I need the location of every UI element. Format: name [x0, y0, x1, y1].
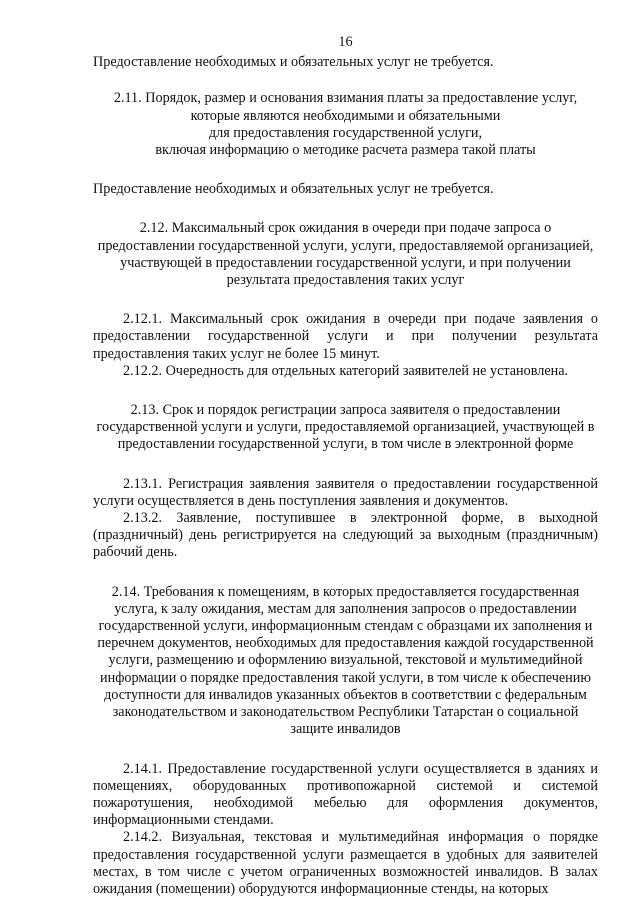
heading-line: включая информацию о методике расчета размера такой платы	[155, 142, 536, 159]
paragraph-2-12-2: 2.12.2. Очередность для отдельных категорий заявителей не установлена.	[123, 362, 569, 379]
heading-line: перечнем документов, необходимых для предоставления каждой государственной	[97, 635, 594, 652]
paragraph-services-not-required-1: Предоставление необходимых и обязательных услуг не требуется.	[93, 54, 494, 71]
heading-line: предоставлении государственной услуги, услуги, предоставляемой организацией,	[97, 237, 594, 254]
heading-line: которые являются необходимыми и обязательными	[190, 107, 501, 124]
heading-line: 2.13. Срок и порядок регистрации запроса заявителя о предоставлении	[130, 402, 561, 419]
paragraph-2-14-2: 2.14.2. Визуальная, текстовая и мультимедийная информация о порядке предоставления государственной услуги размещается в удобных для заявителей местах, в том числе с учетом ограниченных возможностей инвалидов. В залах ожидания (помещении) оборудуются информационные стенды, на которых	[93, 829, 598, 897]
heading-line: государственной услуги, информационным стендам с образцами их заполнения и	[98, 618, 593, 635]
heading-line: законодательством и законодательством Республики Татарстан о социальной	[112, 704, 579, 721]
heading-line: участвующей в предоставлении государственной услуги, и при получении	[120, 254, 571, 271]
heading-line: для предоставления государственной услуги,	[208, 124, 483, 141]
heading-line: предоставлении государственной услуги, в том числе в электронной форме	[117, 436, 574, 453]
heading-2-12	[93, 220, 598, 289]
paragraph-2-13-2: 2.13.2. Заявление, поступившее в электронной форме, в выходной (праздничный) день регистрируется на следующий за выходным (праздничным) рабочий день.	[93, 510, 598, 561]
heading-line: 2.11. Порядок, размер и основания взимания платы за предоставление услуг,	[113, 90, 578, 107]
heading-line: услуги, размещению и оформлению визуальной, текстовой и мультимедийной	[108, 652, 583, 669]
page-number: 16	[338, 34, 353, 50]
paragraph-2-12-1: 2.12.1. Максимальный срок ожидания в очереди при подаче заявления о предоставлении государственной услуги и при получении результата предоставления таких услуг не более 15 минут.	[93, 311, 598, 362]
heading-line: результата предоставления таких услуг	[226, 272, 465, 289]
heading-line: 2.14. Требования к помещениям, в которых предоставляется государственная	[111, 583, 580, 600]
paragraph-2-14-1: 2.14.1. Предоставление государственной услуги осуществляется в зданиях и помещениях, оборудованных противопожарной системой и системой пожаротушения, необходимой мебелью для оформления документов, информационными стендами.	[93, 760, 598, 829]
heading-2-14	[93, 584, 598, 739]
heading-line: защите инвалидов	[290, 721, 401, 738]
heading-line: информации о порядке предоставления такой услуги, в том числе к обеспечению	[100, 669, 591, 686]
heading-2-11	[93, 90, 598, 159]
heading-line: 2.12. Максимальный срок ожидания в очереди при подаче запроса о	[139, 220, 552, 237]
heading-line: услуга, к залу ожидания, местам для заполнения запросов о предоставлении	[114, 600, 577, 617]
paragraph-services-not-required-2: Предоставление необходимых и обязательных услуг не требуется.	[93, 181, 494, 198]
paragraph-2-13-1: 2.13.1. Регистрация заявления заявителя о предоставлении государственной услуги осуществляется в день поступления заявления и документов.	[93, 475, 598, 509]
heading-2-13	[93, 402, 598, 454]
heading-line: государственной услуги и услуги, предоставляемой организацией, участвующей в	[96, 419, 595, 436]
heading-line: доступности для инвалидов указанных объектов в соответствии с федеральным	[104, 686, 587, 703]
